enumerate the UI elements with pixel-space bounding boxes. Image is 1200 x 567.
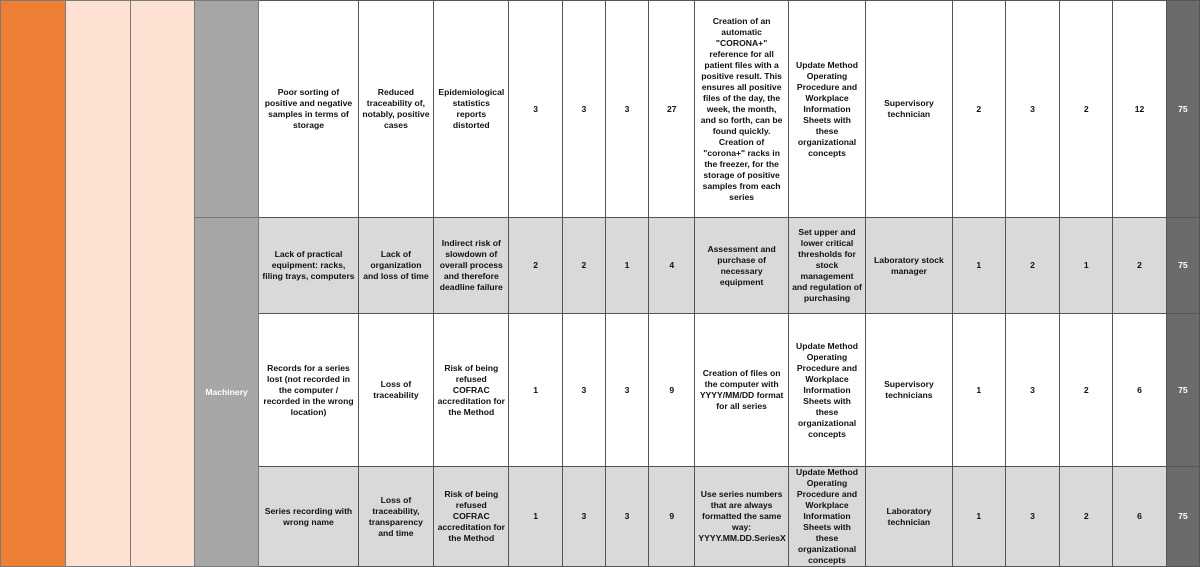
failure-cause: Series recording with wrong name <box>259 467 358 567</box>
activity-cell <box>130 1 194 567</box>
failure-cause: Records for a series lost (not recorded in the computer / recorded in the wrong location) <box>259 314 358 467</box>
corrective-action: Assessment and purchase of necessary equipment <box>695 218 788 314</box>
severity-score: 3 <box>509 1 562 218</box>
new-severity-score: 1 <box>952 314 1005 467</box>
failure-consequence: Indirect risk of slowdown of overall process and therefore deadline failure <box>434 218 509 314</box>
reduction-percent: 75 <box>1166 1 1199 218</box>
category-cell: Machinery <box>194 218 258 567</box>
responsible-person: Laboratory stock manager <box>866 218 952 314</box>
new-detection-score: 2 <box>1060 1 1113 218</box>
occurrence-score: 3 <box>562 467 605 567</box>
responsible-person: Supervisory technician <box>866 1 952 218</box>
detection-score: 3 <box>605 314 648 467</box>
corrective-action: Creation of an automatic "CORONA+" reference for all patient files with a positive result. This ensures all positive files of the day, the week, the month, and so forth, can be found quickly. Creation of "corona+" racks in the freezer, for the storage of positive samples from each series <box>695 1 788 218</box>
detection-score: 1 <box>605 218 648 314</box>
responsible-person: Supervisory technicians <box>866 314 952 467</box>
reduction-percent: 75 <box>1166 467 1199 567</box>
new-severity-score: 2 <box>952 1 1005 218</box>
new-detection-score: 1 <box>1060 218 1113 314</box>
new-detection-score: 2 <box>1060 467 1113 567</box>
responsible-person: Laboratory technician <box>866 467 952 567</box>
new-occurrence-score: 2 <box>1005 218 1059 314</box>
new-severity-score: 1 <box>952 218 1005 314</box>
preventive-action: Update Method Operating Procedure and Workplace Information Sheets with these organizational concepts <box>788 314 865 467</box>
detection-score: 3 <box>605 1 648 218</box>
failure-consequence: Epidemiological statistics reports distorted <box>434 1 509 218</box>
new-criticality-score: 2 <box>1113 218 1166 314</box>
new-occurrence-score: 3 <box>1005 1 1059 218</box>
new-severity-score: 1 <box>952 467 1005 567</box>
preventive-action: Update Method Operating Procedure and Workplace Information Sheets with these organizational concepts <box>788 1 865 218</box>
failure-effect: Loss of traceability <box>358 314 433 467</box>
criticality-score: 9 <box>649 467 695 567</box>
reduction-percent: 75 <box>1166 218 1199 314</box>
new-criticality-score: 6 <box>1113 314 1166 467</box>
new-criticality-score: 12 <box>1113 1 1166 218</box>
new-occurrence-score: 3 <box>1005 467 1059 567</box>
failure-effect: Reduced traceability of, notably, positive cases <box>358 1 433 218</box>
new-detection-score: 2 <box>1060 314 1113 467</box>
new-occurrence-score: 3 <box>1005 314 1059 467</box>
sub-step-cell <box>66 1 130 567</box>
reduction-percent: 75 <box>1166 314 1199 467</box>
corrective-action: Creation of files on the computer with YYYY/MM/DD format for all series <box>695 314 788 467</box>
failure-consequence: Risk of being refused COFRAC accreditation for the Method <box>434 314 509 467</box>
failure-effect: Lack of organization and loss of time <box>358 218 433 314</box>
criticality-score: 9 <box>649 314 695 467</box>
failure-consequence: Risk of being refused COFRAC accreditation for the Method <box>434 467 509 567</box>
criticality-score: 4 <box>649 218 695 314</box>
occurrence-score: 3 <box>562 1 605 218</box>
new-criticality-score: 6 <box>1113 467 1166 567</box>
category-cell-prev <box>194 1 258 218</box>
occurrence-score: 3 <box>562 314 605 467</box>
severity-score: 1 <box>509 314 562 467</box>
failure-cause: Poor sorting of positive and negative samples in terms of storage <box>259 1 358 218</box>
table-row <box>1 1 1200 218</box>
preventive-action: Set upper and lower critical thresholds for stock management and regulation of purchasing <box>788 218 865 314</box>
detection-score: 3 <box>605 467 648 567</box>
occurrence-score: 2 <box>562 218 605 314</box>
failure-effect: Loss of traceability, transparency and time <box>358 467 433 567</box>
process-step-cell <box>1 1 66 567</box>
preventive-action: Update Method Operating Procedure and Workplace Information Sheets with these organizational concepts <box>788 467 865 567</box>
criticality-score: 27 <box>649 1 695 218</box>
failure-cause: Lack of practical equipment: racks, filing trays, computers <box>259 218 358 314</box>
corrective-action: Use series numbers that are always formatted the same way: YYYY.MM.DD.SeriesX <box>695 467 788 567</box>
severity-score: 2 <box>509 218 562 314</box>
severity-score: 1 <box>509 467 562 567</box>
